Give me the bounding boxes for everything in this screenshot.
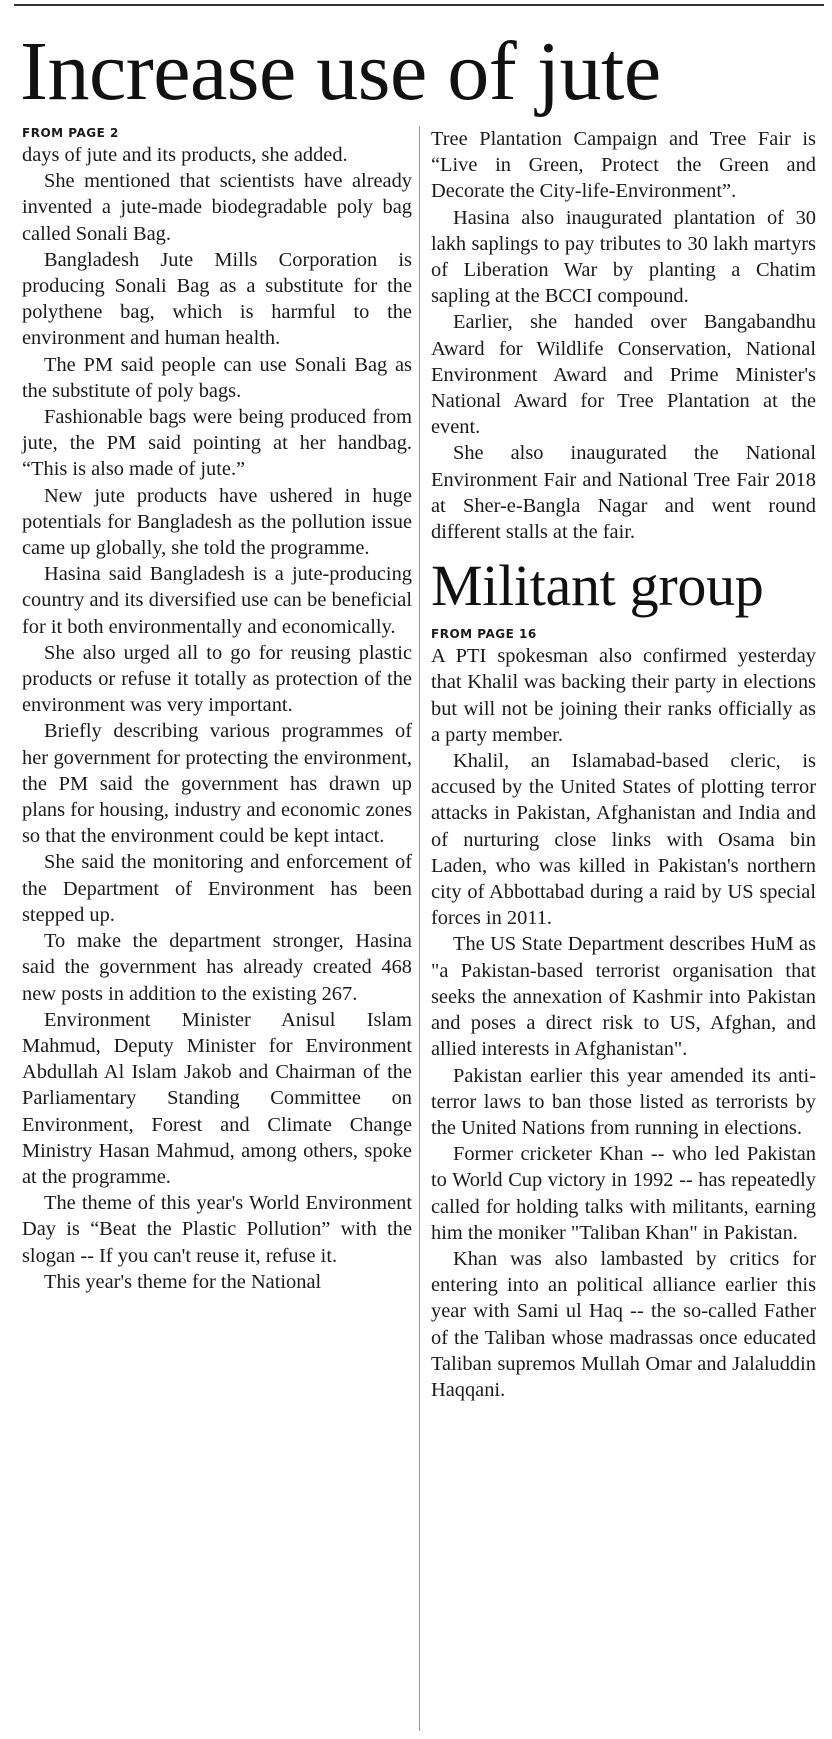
article2-paragraph: A PTI spokesman also confirmed yesterday that Khalil was backing their party in elections but will not be joining their ranks officially as a party member. [431,645,816,746]
article1-paragraph: To make the department stronger, Hasina said the government has already created 468 new posts in addition to the existing 267. [22,930,412,1005]
article1-paragraph: Tree Plantation Campaign and Tree Fair is “Live in Green, Protect the Green and Decorate the City-life-Environment”. [431,128,816,203]
article2-body [431,627,816,1403]
top-rule [14,4,824,6]
article2-paragraph: Khan was also lambasted by critics for entering into an political alliance earlier this year with Sami ul Haq -- the so-called Father of the Taliban whose madrassas once educated Taliban supremos Mullah Omar and Jalaluddin Haqqani. [431,1247,816,1401]
article1-paragraph: She also inaugurated the National Environment Fair and National Tree Fair 2018 at Sher-e-Bangla Nagar and went round different stalls at the fair. [431,442,816,544]
jump-from-page-2: FROM PAGE 2 [22,126,119,140]
article1-paragraph: She said the monitoring and enforcement of the Department of Environment has been stepped up. [22,851,412,926]
article2-paragraph: Former cricketer Khan -- who led Pakistan to World Cup victory in 1992 -- has repeatedly called for holding talks with militants, earning him the moniker "Taliban Khan" in Pakistan. [431,1143,816,1244]
article1-paragraph: Briefly describing various programmes of her government for protecting the environment, the PM said the government has drawn up plans for housing, industry and economic zones so that the environment could be kept intact. [22,720,412,848]
article2-paragraph: Khalil, an Islamabad-based cleric, is accused by the United States of plotting terror attacks in Pakistan, Afghanistan and India and of nurturing close links with Osama bin Laden, who was killed in Pakistan's northern city of Abbottabad during a raid by US special forces in 2011. [431,750,816,930]
article1-paragraph: The PM said people can use Sonali Bag as the substitute of poly bags. [22,353,412,402]
article1-paragraph: Environment Minister Anisul Islam Mahmud, Deputy Minister for Environment Abdullah Al Islam Jakob and Chairman of the Parliamentary Standing Committee on Environment, Forest and Climate Change Ministry Hasan Mahmud, among others, spoke at the programme. [22,1008,412,1188]
jump-from-page-16: FROM PAGE 16 [431,627,537,642]
column-divider [419,126,420,1731]
article1-paragraph: Fashionable bags were being produced from jute, the PM said pointing at her handbag. “This is also made of jute.” [22,406,412,481]
article1-paragraph: Bangladesh Jute Mills Corporation is producing Sonali Bag as a substitute for the polythene bag, which is harmful to the environment and human health. [22,248,412,350]
article1-continuation [431,126,816,545]
article1-paragraph: days of jute and its products, she added. [22,144,348,166]
right-column [431,126,816,1403]
article1-paragraph: Earlier, she handed over Bangabandhu Award for Wildlife Conservation, National Environment Award and Prime Minister's National Award for Tree Plantation at the event. [431,311,816,439]
article1-paragraph: She also urged all to go for reusing plastic products or refuse it totally as protection of the environment was very important. [22,641,412,717]
article2-paragraph: Pakistan earlier this year amended its anti-terror laws to ban those listed as terrorists by the United Nations from running in elections. [431,1064,816,1139]
article1-paragraph: She mentioned that scientists have already invented a jute-made biodegradable poly bag called Sonali Bag. [22,170,412,245]
article1-paragraph: The theme of this year's World Environment Day is “Beat the Plastic Pollution” with the slogan -- If you can't reuse it, refuse it. [22,1192,412,1267]
headline-militant-group: Militant group [431,553,764,619]
article1-paragraph: This year's theme for the National [44,1270,322,1293]
article1-paragraph: Hasina said Bangladesh is a jute-producing country and its diversified use can be beneficial for it both environmentally and economically. [22,563,412,638]
article1-left-column [22,126,412,1295]
headline-increase-use-of-jute: Increase use of jute [20,25,661,118]
article1-paragraph: New jute products have ushered in huge potentials for Bangladesh as the pollution issue came up globally, she told the programme. [22,484,412,560]
article1-paragraph: Hasina also inaugurated plantation of 30 lakh saplings to pay tributes to 30 lakh martyrs of Liberation War by planting a Chatim sapling at the BCCI compound. [431,206,816,308]
article2-paragraph: The US State Department describes HuM as "a Pakistan-based terrorist organisation that seeks the annexation of Kashmir into Pakistan and poses a direct risk to US, Afghan, and allied interests in Afghanistan". [431,933,816,1061]
